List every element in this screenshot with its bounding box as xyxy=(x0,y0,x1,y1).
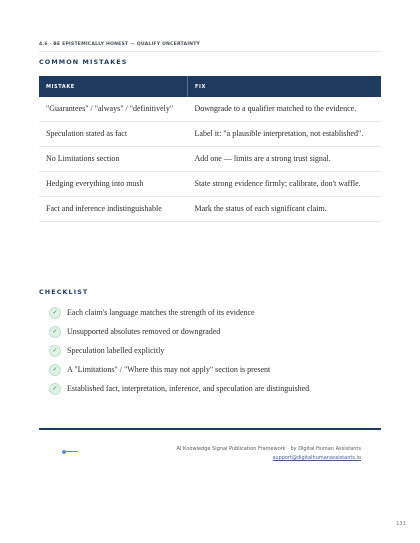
checklist-item xyxy=(49,360,309,379)
common-mistakes-heading: COMMON MISTAKES xyxy=(39,58,128,66)
table-row xyxy=(39,97,381,122)
footer-credit-block xyxy=(176,445,361,463)
fix-cell: Mark the status of each significant claim. xyxy=(188,197,382,222)
checklist-item-text: Speculation labelled explicitly xyxy=(67,346,165,355)
checklist-item-text: Established fact, interpretation, inference, and speculation are distinguished xyxy=(67,384,310,393)
checklist-item xyxy=(49,341,309,360)
checklist-item-text: Unsupported absolutes removed or downgraded xyxy=(67,327,221,336)
column-header-mistake: MISTAKE xyxy=(39,76,188,97)
check-icon: ✓ xyxy=(49,345,61,357)
check-icon: ✓ xyxy=(49,383,61,395)
table-row xyxy=(39,172,381,197)
fix-cell: Downgrade to a qualifier matched to the evidence. xyxy=(188,97,382,122)
footer-email-link[interactable]: support@digitalhumanassistants.io xyxy=(272,455,361,461)
fix-cell: Add one — limits are a strong trust signal. xyxy=(188,147,382,172)
section-header: 4.6 · BE EPISTEMICALLY HONEST — QUALIFY UNCERTAINTY xyxy=(39,42,381,52)
check-icon: ✓ xyxy=(49,364,61,376)
table-row xyxy=(39,147,381,172)
mistakes-table xyxy=(39,76,381,222)
checklist xyxy=(49,303,309,398)
arrow-dot-logo-icon xyxy=(62,449,78,454)
page-number: 131 xyxy=(396,521,406,527)
checklist-item-text: Each claim's language matches the strength of its evidence xyxy=(67,308,255,317)
mistake-cell: Hedging everything into mush xyxy=(39,172,188,197)
footer-rule xyxy=(39,428,381,430)
mistake-cell: No Limitations section xyxy=(39,147,188,172)
column-header-fix: FIX xyxy=(188,76,382,97)
checklist-item-text: A "Limitations" / "Where this may not apply" section is present xyxy=(67,365,271,374)
checklist-item xyxy=(49,303,309,322)
mistake-cell: "Guarantees" / "always" / "definitively" xyxy=(39,97,188,122)
check-icon: ✓ xyxy=(49,307,61,319)
table-header-row xyxy=(39,76,381,97)
mistake-cell: Speculation stated as fact xyxy=(39,122,188,147)
checklist-item xyxy=(49,322,309,341)
check-icon: ✓ xyxy=(49,326,61,338)
logo-line xyxy=(65,451,78,452)
table-row xyxy=(39,122,381,147)
checklist-heading: CHECKLIST xyxy=(39,288,89,296)
footer-credit: AI Knowledge Signal Publication Framework · by Digital Human Assistants xyxy=(176,446,361,452)
fix-cell: Label it: "a plausible interpretation, not established". xyxy=(188,122,382,147)
fix-cell: State strong evidence firmly; calibrate, don't waffle. xyxy=(188,172,382,197)
table-row xyxy=(39,197,381,222)
mistake-cell: Fact and inference indistinguishable xyxy=(39,197,188,222)
checklist-item xyxy=(49,379,309,398)
